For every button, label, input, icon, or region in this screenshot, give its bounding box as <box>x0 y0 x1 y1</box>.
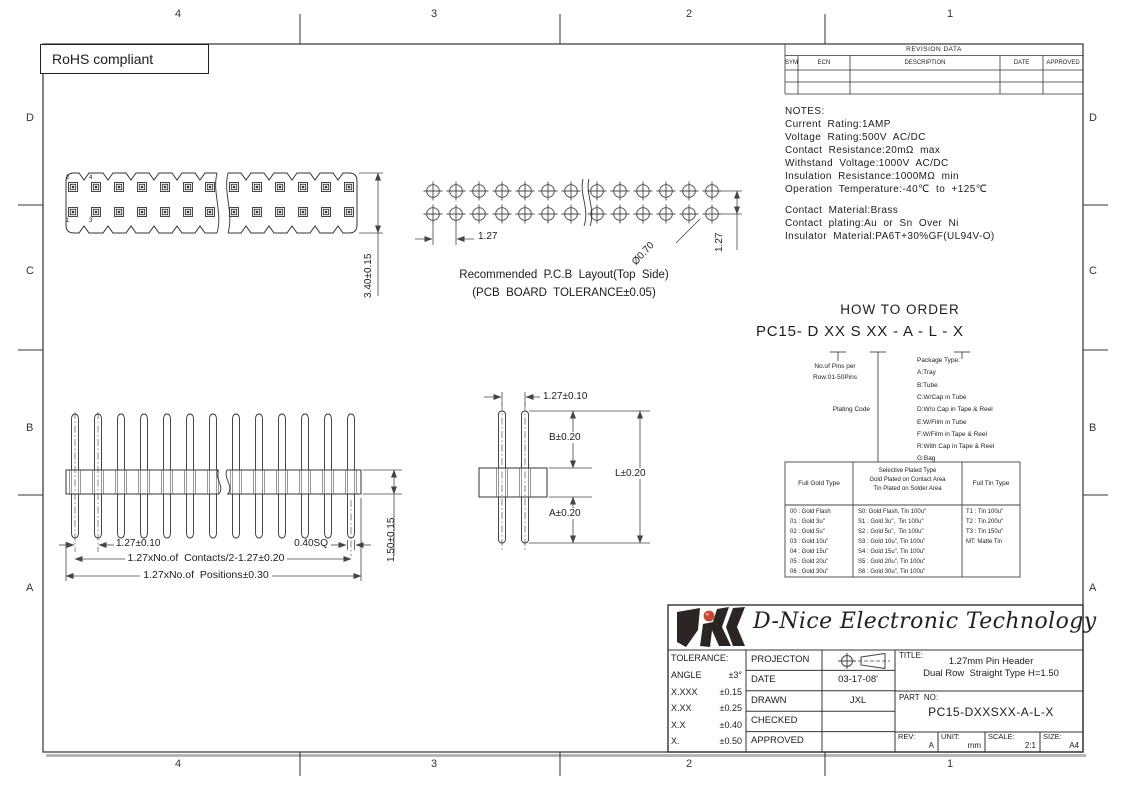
pin-number-2: 2 <box>66 175 70 181</box>
company-logo-icon <box>677 607 745 647</box>
grid-row-label: D <box>1089 112 1097 124</box>
note-material-line: Contact Material:Brass <box>785 205 899 216</box>
order-pins-note: Row:01-50Pins <box>812 373 858 381</box>
info-row-label: DATE <box>751 674 776 685</box>
size-value: A4 <box>1069 741 1079 750</box>
grid-row-label: C <box>26 265 34 277</box>
part-number: PC15-DXXSXX-A-L-X <box>928 705 1054 719</box>
tolerance-row-label: X. <box>671 736 680 746</box>
grid-col-label: 2 <box>685 758 693 770</box>
tolerance-row-label: X.X <box>671 719 686 730</box>
order-package-line: R:With Cap in Tape & Reel <box>917 443 995 451</box>
info-row-label: PROJECTON <box>751 654 810 665</box>
dim-pcb-hole-dia: Ø0.70 <box>630 240 657 268</box>
tolerance-row-value: ±0.15 <box>719 686 742 697</box>
plating-gold-row: 02 : Gold 5u" <box>790 529 825 535</box>
plating-tin-row: T2 : Tin 200u" <box>966 519 1004 525</box>
note-line: Voltage Rating:500V AC/DC <box>785 132 926 143</box>
plating-col2-header: Gold Plated on Contact Area <box>869 477 946 483</box>
notes-heading: NOTES: <box>785 106 825 117</box>
plating-col3-header: Full Tin Type <box>972 480 1010 487</box>
info-row-label: DRAWN <box>751 695 787 706</box>
grid-row-label: B <box>1089 422 1097 434</box>
revision-table-title: REVISION DATA <box>906 45 962 53</box>
pin-number-4: 4 <box>89 175 93 181</box>
order-pins-note: No.of Pins per <box>814 363 856 370</box>
info-row-label: CHECKED <box>751 715 798 726</box>
grid-col-label: 4 <box>174 758 182 770</box>
order-part-format: PC15- D XX S XX - A - L - X <box>756 323 964 340</box>
plating-gold-row: 01 : Gold 3u" <box>790 519 825 525</box>
unit-label: UNIT: <box>941 732 960 741</box>
plating-selective-row: S3 : Gold 10u", Tin 100u" <box>858 539 926 545</box>
revision-col-approved: APPROVED <box>1046 60 1080 66</box>
pcb-layout-view <box>415 179 742 250</box>
how-to-order-heading: HOW TO ORDER <box>840 302 960 317</box>
grid-row-label: D <box>26 112 34 124</box>
tolerance-row-label: ANGLE <box>671 670 702 680</box>
scale-value: 2:1 <box>1024 741 1036 750</box>
date-value: 03-17-08' <box>838 674 878 685</box>
dim-side-contacts-text: 1.27xNo.of Contacts/2-1.27±0.20 <box>125 552 288 564</box>
plating-tin-row: MT: Matte Tin <box>966 539 1003 545</box>
plating-selective-row: S0: Gold Flash, Tin 100u" <box>858 509 927 515</box>
grid-row-label: B <box>26 422 34 434</box>
tolerance-row-label: X.XXX <box>671 686 698 697</box>
grid-row-label: A <box>1089 582 1097 594</box>
rohs-label: RoHS compliant <box>52 51 154 67</box>
plating-col2-header: Selective Plated Type <box>878 468 937 474</box>
projection-symbol <box>838 653 890 669</box>
drawing-title-line1: 1.27mm Pin Header <box>948 656 1034 667</box>
grid-col-label: 1 <box>946 758 954 770</box>
note-line: Insulation Resistance:1000MΩ min <box>785 171 959 182</box>
dim-side-positions-text: 1.27xNo.of Positions±0.30 <box>140 569 271 581</box>
rev-label: REV: <box>898 732 916 741</box>
unit-value: mm <box>967 741 981 750</box>
dim-side-contacts <box>70 553 342 565</box>
tolerance-row-value: ±0.50 <box>719 736 742 746</box>
company-name: D-Nice Electronic Technology <box>753 609 1097 634</box>
note-line: Withstand Voltage:1000V AC/DC <box>785 158 949 169</box>
plating-selective-row: S5 : Gold 20u", Tin 100u" <box>858 559 926 565</box>
scale-label: SCALE: <box>988 732 1015 741</box>
revision-col-ecn: ECN <box>817 60 831 66</box>
title-label: TITLE: <box>899 651 924 660</box>
order-package-line: A:Tray <box>917 369 936 377</box>
grid-row-label: A <box>26 582 34 594</box>
dim-detail-a: A±0.20 <box>546 508 584 519</box>
plating-gold-row: 00 : Gold Flash <box>790 509 831 515</box>
order-package-line: Package Type: <box>917 357 960 364</box>
note-line: Current Rating:1AMP <box>785 119 891 130</box>
plating-tin-row: T1 : Tin 100u" <box>966 509 1004 515</box>
plating-gold-row: 04 : Gold 15u" <box>790 549 829 555</box>
order-package-line: B:Tube <box>917 381 938 389</box>
drawing-title-line2: Dual Row Straight Type H=1.50 <box>923 668 1059 679</box>
revision-col-date: DATE <box>1013 60 1030 66</box>
size-label: SIZE: <box>1043 732 1062 741</box>
dim-side-pin-sq: 0.40SQ <box>294 538 328 549</box>
tolerance-row-value: ±3° <box>728 670 742 680</box>
grid-col-label: 1 <box>946 8 954 20</box>
dim-top-view-height: 3.40±0.15 <box>363 253 374 298</box>
pcb-caption-line2: (PCB BOARD TOLERANCE±0.05) <box>472 287 656 299</box>
connector-top-view <box>66 173 383 296</box>
order-package-line: C:W/Cap in Tube <box>917 393 967 401</box>
plating-gold-row: 05 : Gold 20u" <box>790 559 829 565</box>
order-package-line: E:W/Film in Tube <box>917 418 967 426</box>
plating-selective-row: S2 : Gold 5u", Tin 100u" <box>858 529 924 535</box>
plating-selective-row: S6 : Gold 30u", Tin 100u" <box>858 569 926 575</box>
pin-number-1: 1 <box>66 218 70 224</box>
revision-col-sym: SYM <box>784 60 798 66</box>
pcb-caption-line1: Recommended P.C.B Layout(Top Side) <box>459 269 669 281</box>
revision-col-description: DESCRIPTION <box>904 60 946 66</box>
plating-tin-row: T3 : Tin 150u" <box>966 529 1004 535</box>
grid-col-label: 4 <box>174 8 182 20</box>
note-line: Operation Temperature:-40℃ to +125℃ <box>785 184 988 195</box>
plating-gold-row: 03 : Gold 10u" <box>790 539 829 545</box>
info-row-label: APPROVED <box>751 735 804 746</box>
grid-col-label: 3 <box>430 758 438 770</box>
order-package-line: D:W/o Cap in Tape & Reel <box>917 406 993 414</box>
note-material-line: Insulator Material:PA6T+30%GF(UL94V-O) <box>785 231 995 242</box>
note-material-line: Contact plating:Au or Sn Over Ni <box>785 218 959 229</box>
drawn-value: JXL <box>849 695 867 706</box>
dim-pcb-pitch: 1.27 <box>478 231 498 242</box>
dim-detail-pitch: 1.27±0.10 <box>543 391 588 402</box>
note-line: Contact Resistance:20mΩ max <box>785 145 941 156</box>
dim-detail-b: B±0.20 <box>546 432 584 443</box>
tolerance-row-value: ±0.25 <box>719 703 742 713</box>
tolerance-row-label: X.XX <box>671 703 692 713</box>
dim-detail-l: L±0.20 <box>612 468 649 479</box>
partno-label: PART NO: <box>899 693 939 702</box>
plating-selective-row: S4 : Gold 15u", Tin 100u" <box>858 549 926 555</box>
grid-col-label: 2 <box>685 8 693 20</box>
dim-pcb-row-pitch: 1.27 <box>714 232 725 252</box>
rohs-badge <box>40 44 209 74</box>
tolerance-row-value: ±0.40 <box>719 719 742 730</box>
plating-col1-header: Full Gold Type <box>798 480 840 487</box>
dim-side-positions <box>80 570 332 582</box>
tolerance-label: TOLERANCE: <box>671 653 729 663</box>
dim-side-height: 1.50±0.15 <box>386 517 397 562</box>
pin-number-3: 3 <box>89 218 93 224</box>
grid-col-label: 3 <box>430 8 438 20</box>
plating-col2-header: Tin Plated on Solder Area <box>873 486 942 492</box>
plating-gold-row: 06 : Gold 30u" <box>790 569 829 575</box>
grid-row-label: C <box>1089 265 1097 277</box>
order-plating-label: Plating Code <box>832 406 870 413</box>
order-package-line: G:Bag <box>917 455 936 463</box>
order-package-line: F:W/Film in Tape & Reel <box>917 430 987 438</box>
plating-selective-row: S1 : Gold 3u", Tin 100u" <box>858 519 924 525</box>
rev-value: A <box>928 741 934 750</box>
dim-side-pitch: 1.27±0.10 <box>116 538 161 549</box>
